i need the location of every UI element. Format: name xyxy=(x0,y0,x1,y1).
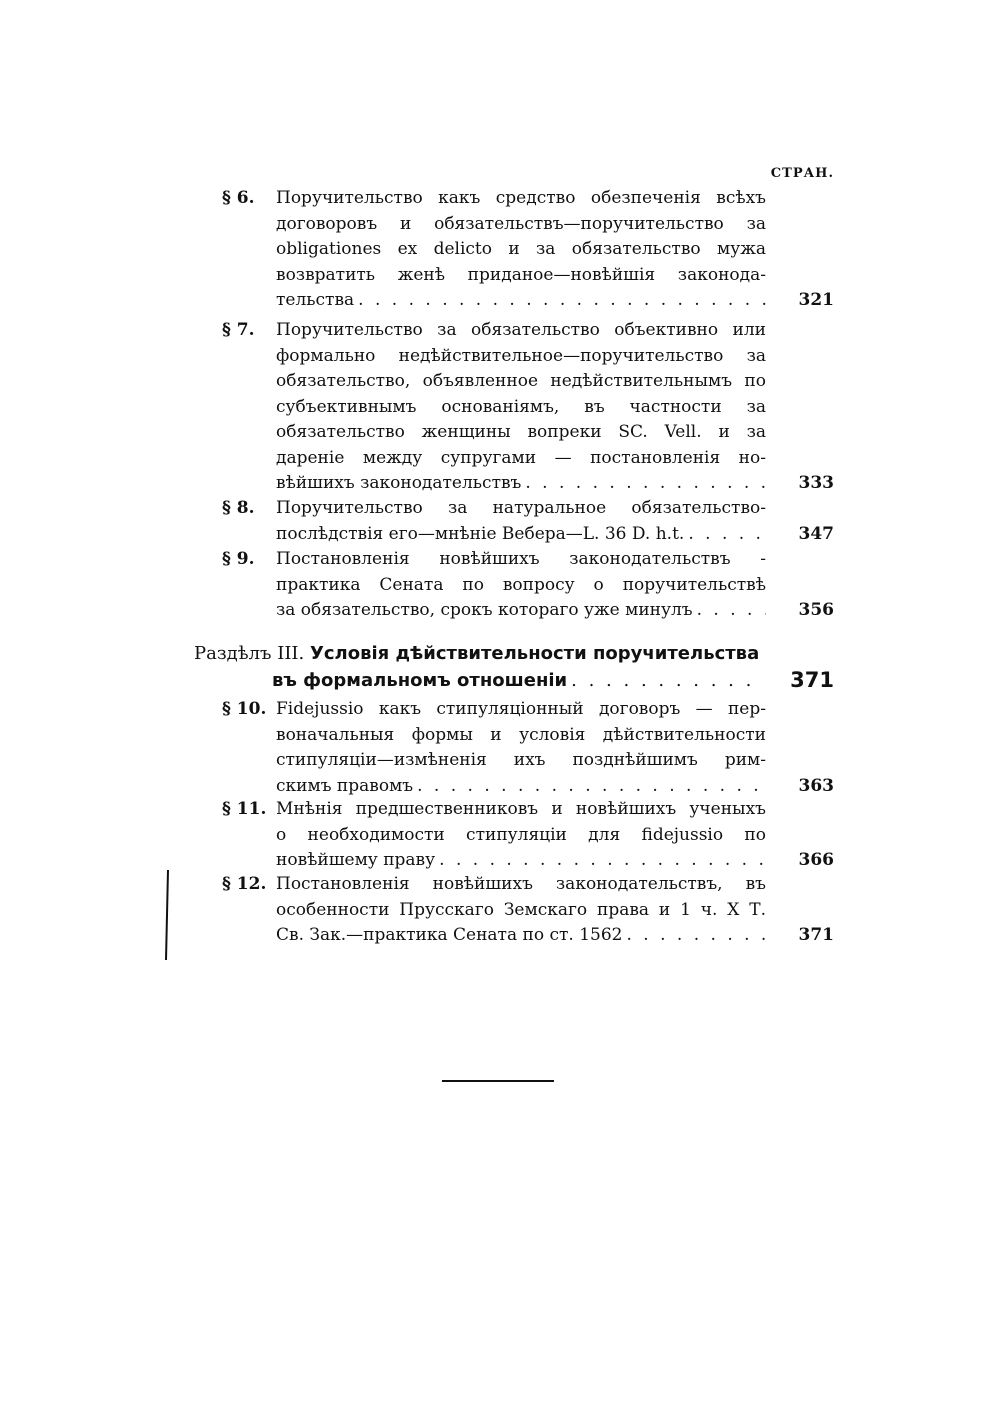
entry-text-line: договоровъ и обязательствъ—поручительство за xyxy=(276,213,766,234)
section-title-line: въ формальномъ отношеніи xyxy=(272,670,568,691)
entry-text-line: дареніе между супругами — постановленія но- xyxy=(276,447,766,468)
entry-text-line: Поручительство за обязательство объективно или xyxy=(276,320,766,340)
dot-leader xyxy=(688,522,766,548)
entry-number: § 8. xyxy=(222,498,255,518)
dot-leader xyxy=(439,848,766,874)
margin-pen-mark xyxy=(165,870,169,960)
section-page-number: 371 xyxy=(790,668,834,692)
entry-text-line: субъективнымъ основаніямъ, въ частности за xyxy=(276,396,766,417)
toc-entry-10[interactable] xyxy=(222,697,834,799)
entry-page-number: 356 xyxy=(798,600,834,620)
dot-leader xyxy=(525,471,766,497)
dot-leader xyxy=(358,288,766,314)
entry-text-line: обязательство, объявленное недѣйствительнымъ по xyxy=(276,371,766,391)
dot-leader xyxy=(697,598,766,624)
entry-page-number: 363 xyxy=(798,775,834,796)
entry-number: § 10. xyxy=(222,699,267,719)
dot-leader xyxy=(417,774,766,800)
entry-text-line: новѣйшему праву xyxy=(276,850,436,870)
entry-text-line: Fidejussio какъ стипуляціонный договоръ — пер- xyxy=(276,699,766,719)
section-label: Раздѣлъ III. xyxy=(194,643,305,664)
entry-text-line: Постановленія новѣйшихъ законодательствъ - xyxy=(276,549,766,569)
entry-text-line: тельства xyxy=(276,290,355,310)
entry-text-line: за обязательство, срокъ котораго уже минулъ xyxy=(276,600,693,620)
entry-text-line: практика Сената по вопросу о поручительствѣ xyxy=(276,574,766,595)
entry-text-line: скимъ правомъ xyxy=(276,775,414,796)
page-column-header: СТРАН. xyxy=(770,166,834,181)
entry-text-line: Св. Зак.—практика Сената по ст. 1562 xyxy=(276,925,623,945)
entry-page-number: 333 xyxy=(798,473,834,493)
entry-text-line: обязательство женщины вопреки SC. Vell. и за xyxy=(276,422,766,442)
toc-entry-6[interactable] xyxy=(222,186,834,314)
entry-text-line: Поручительство за натуральное обязательство- xyxy=(276,498,766,518)
entry-page-number: 321 xyxy=(798,290,834,310)
entry-text-line: Мнѣнія предшественниковъ и новѣйшихъ ученыхъ xyxy=(276,799,766,819)
entry-text-line: о необходимости стипуляціи для fidejussio по xyxy=(276,824,766,845)
entry-number: § 9. xyxy=(222,549,255,569)
entry-text-line: стипуляціи—измѣненія ихъ позднѣйшимъ рим- xyxy=(276,750,766,770)
entry-number: § 6. xyxy=(222,188,255,208)
entry-text-line: послѣдствія его—мнѣніе Вебера—L. 36 D. h.t. xyxy=(276,523,685,544)
entry-page-number: 371 xyxy=(798,925,834,945)
entry-text-line: Постановленія новѣйшихъ законодательствъ, въ xyxy=(276,874,766,894)
entry-number: § 7. xyxy=(222,320,255,340)
dot-leader xyxy=(571,667,762,694)
entry-text-line: вѣйшихъ законодательствъ xyxy=(276,473,522,493)
toc-entry-7[interactable] xyxy=(222,318,834,497)
entry-page-number: 347 xyxy=(798,523,834,544)
entry-text-line: особенности Прусскаго Земскаго права и 1 ч. X Т. xyxy=(276,899,766,920)
toc-entry-12[interactable] xyxy=(222,872,834,949)
entry-text-line: obligationes ex delicto и за обязательство мужа xyxy=(276,239,766,259)
section-title-line: Условія дѣйствительности поручительства xyxy=(310,643,760,664)
entry-text-line: возвратить женѣ приданое—новѣйшія законода- xyxy=(276,264,766,285)
toc-section-3[interactable] xyxy=(194,640,834,694)
entry-text-line: воначальныя формы и условія дѣйствительности xyxy=(276,724,766,745)
entry-page-number: 366 xyxy=(798,850,834,870)
toc-entry-11[interactable] xyxy=(222,797,834,874)
toc-entry-8[interactable] xyxy=(222,496,834,547)
dot-leader xyxy=(626,923,766,949)
entry-number: § 11. xyxy=(222,799,267,819)
entry-number: § 12. xyxy=(222,874,267,894)
entry-text-line: Поручительство какъ средство обезпеченія всѣхъ xyxy=(276,188,766,208)
end-rule xyxy=(442,1080,554,1082)
entry-text-line: формально недѣйствительное—поручительство за xyxy=(276,345,766,366)
toc-entry-9[interactable] xyxy=(222,547,834,624)
